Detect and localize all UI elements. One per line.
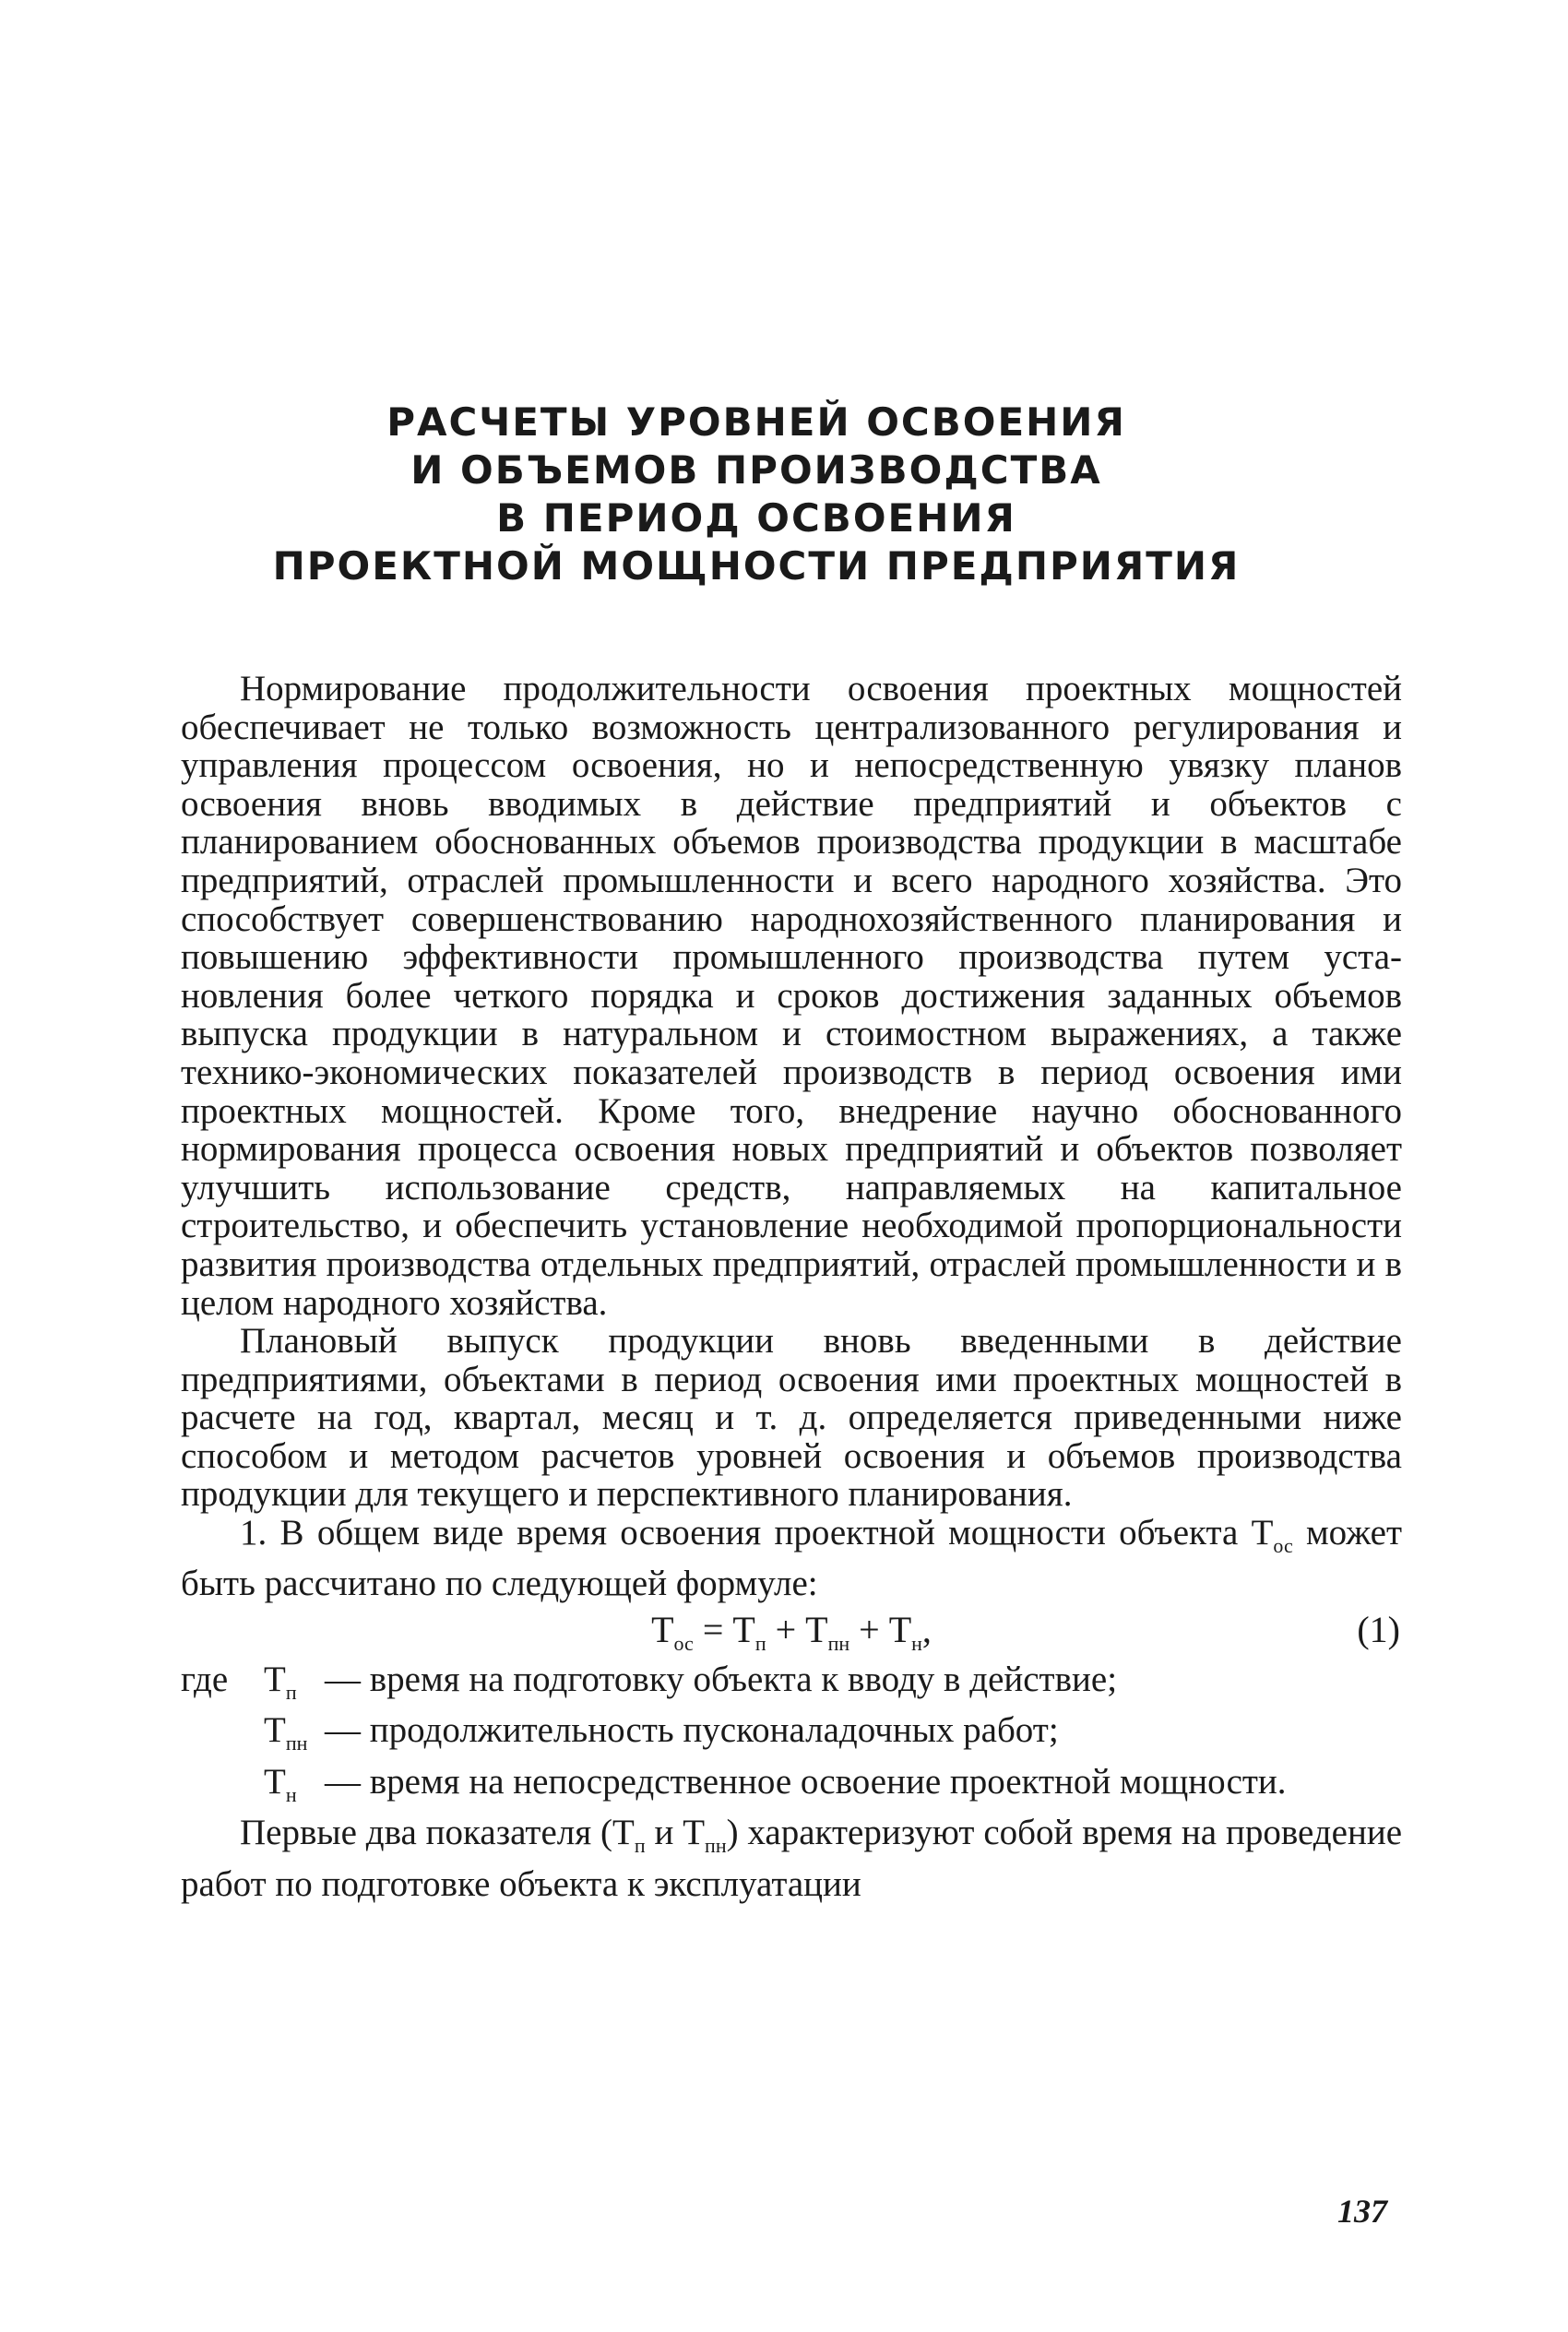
paragraph-last: Первые два показателя ($Т_п$ и $Т_{пн}$) характеризуют собой время на проведение работ по подготовке объекта к эксплуатации bbox=[181, 1813, 1402, 1904]
page-number: 137 bbox=[1337, 2193, 1387, 2230]
definition-item: $Т_{пн}$ — продолжительность пусконаладочных работ; bbox=[264, 1710, 1059, 1755]
title-line: ПРОЕКТНОЙ МОЩНОСТИ ПРЕДПРИЯТИЯ bbox=[272, 543, 1241, 589]
body-text bbox=[181, 670, 1402, 1903]
formula-number: (1) bbox=[1357, 1609, 1400, 1651]
paragraph: Нормирование продолжительности освоения проектных мощностей обеспечивает не только возможность централизованного регулирования и управления процессом освоения, но и непосредственную увязку планов освоения вновь вводимых в действие предприятий и объектов с планированием обоснованных объемов производства продукции в масштабе предприятий, отраслей промышленности и всего народного хозяйства. Это способствует совершенствованию народнохозяйственного планирования и повышению эффективности промышленного производства путем установления более четкого порядка и сроков достижения заданных объемов выпуска продукции в натуральном и стоимостном выражениях, а также технико-экономических показателей производств в период освоения ими проектных мощностей. Кроме того, внедрение научно обоснованного нормирования процесса освоения новых предприятий и объектов позволяет улучшить использование средств, направляемых на капитальное строительство, и обеспечить установление необходимой пропорциональности развития производства отдельных предприятий, отраслей промышленности и в целом народного хозяйства. bbox=[181, 669, 1402, 1323]
paragraph: Плановый выпуск продукции вновь введенными в действие предприятиями, объектами в период освоения ими проектных мощностей в расчете на год, квартал, месяц и т. д. определяется приведенными ниже способом и методом расчетов уровней освоения и объемов производства продукции для текущего и перспективного планирования. bbox=[181, 1321, 1402, 1515]
formula: $Т_{ос} = Т_п + Т_{пн} + Т_н$, bbox=[651, 1609, 932, 1656]
paragraph-item-1: 1. В общем виде время освоения проектной мощности объекта $Т_{ос}$ может быть рассчитано по следующей формуле: bbox=[181, 1513, 1402, 1604]
title-line: В ПЕРИОД ОСВОЕНИЯ bbox=[496, 495, 1016, 541]
formula-line bbox=[181, 1607, 1402, 1660]
definition-item: $Т_н$ — время на непосредственное освоение проектной мощности. bbox=[264, 1761, 1287, 1806]
title-line: РАСЧЕТЫ УРОВНЕЙ ОСВОЕНИЯ bbox=[386, 399, 1126, 445]
definition-item: где $Т_п$ — время на подготовку объекта к вводу в действие; bbox=[181, 1660, 1118, 1704]
definitions-list bbox=[181, 1660, 1402, 1814]
title-line: И ОБЪЕМОВ ПРОИЗВОДСТВА bbox=[410, 447, 1102, 493]
chapter-title bbox=[221, 399, 1291, 590]
